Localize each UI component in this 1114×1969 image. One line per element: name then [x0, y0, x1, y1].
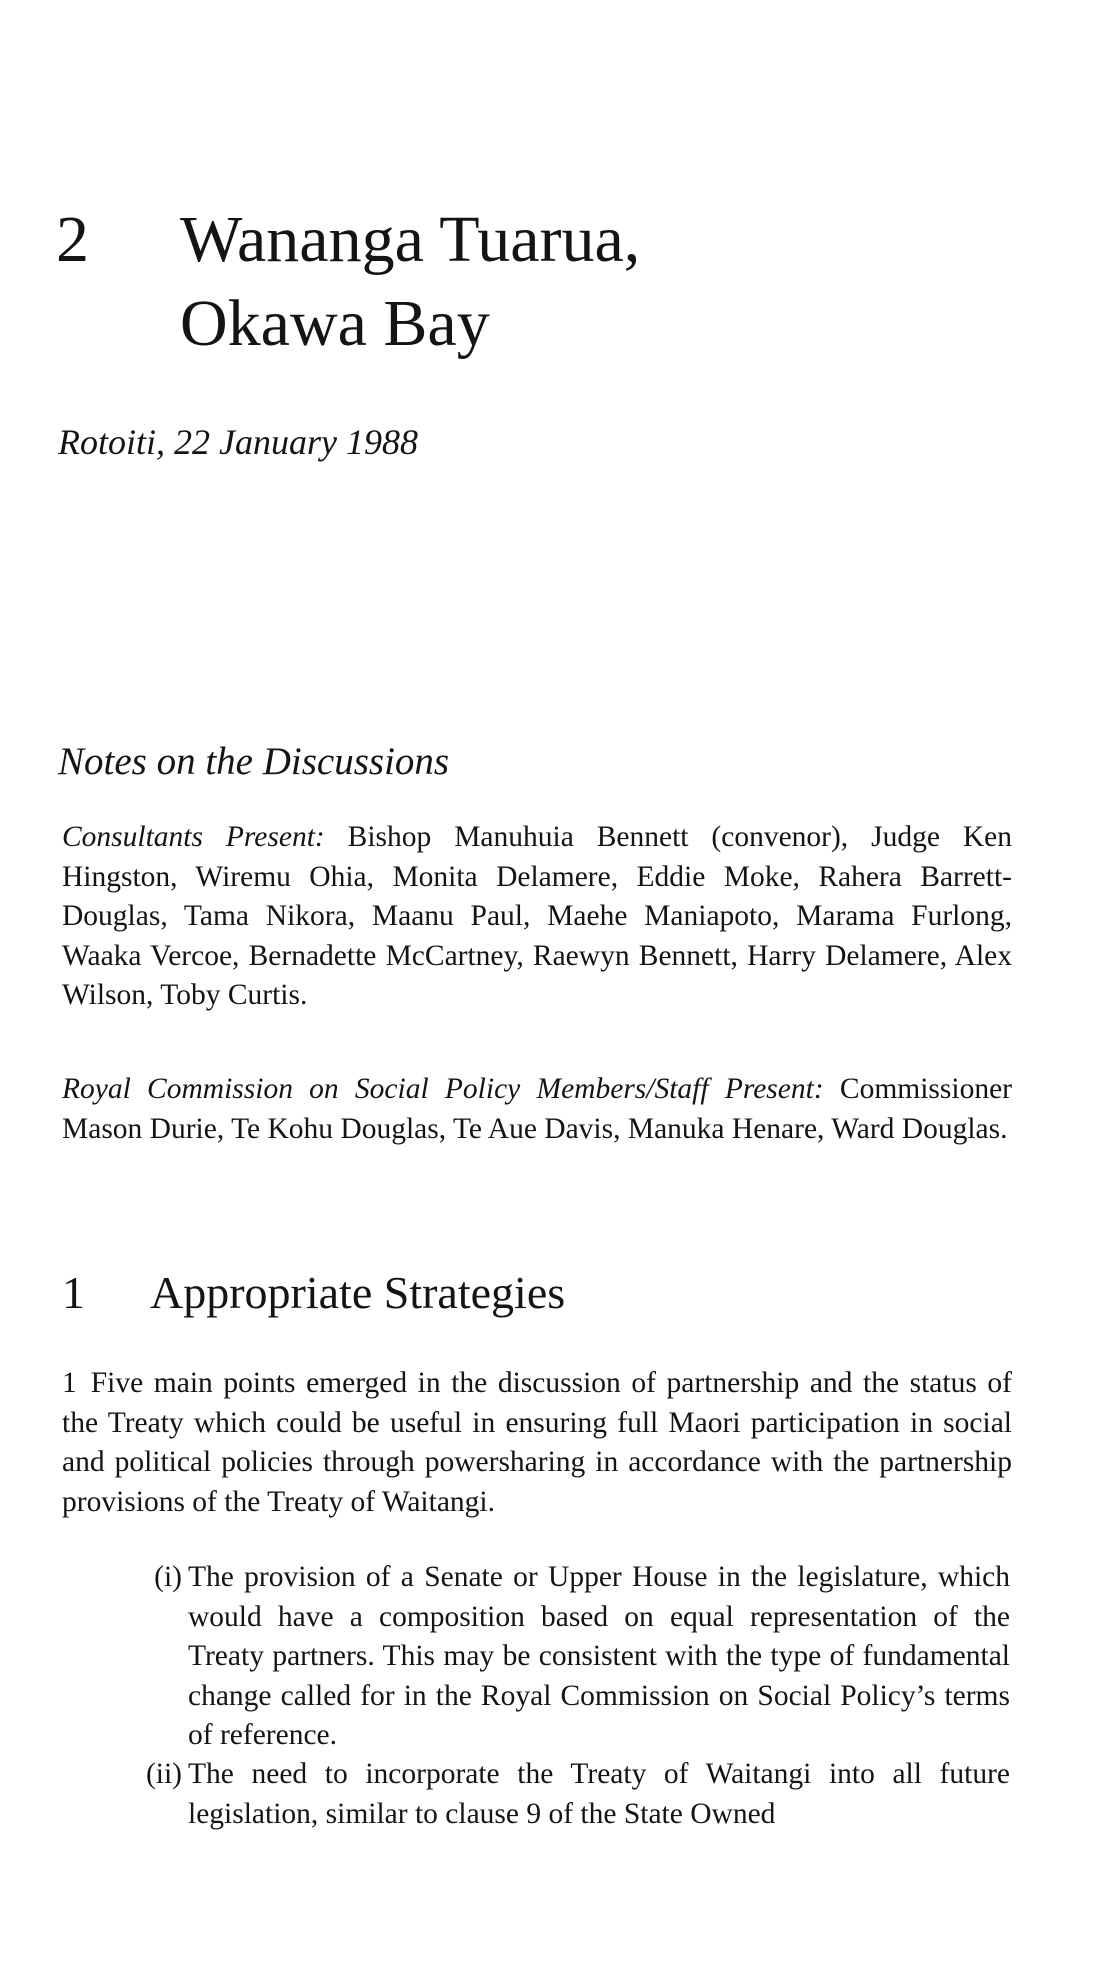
list-item [130, 1755, 1010, 1834]
consultants-text: Bishop Manuhuia Bennett (convenor), Judge Ken Hingston, Wiremu Ohia, Monita Delamere, Eddie Moke, Rahera Barrett-Douglas, Tama Nikora, Maanu Paul, Maehe Maniapoto, Marama Furlong, Waaka Vercoe, Bernadette McCartney, Raewyn Bennett, Harry Delamere, Alex Wilson, Toby Curtis. [62, 821, 1012, 1011]
paragraph-number: 1 [62, 1367, 77, 1399]
list-item [130, 1558, 1010, 1756]
section-title: Appropriate Strategies [150, 1267, 566, 1318]
chapter-title-line-2: Okawa Bay [180, 287, 490, 360]
consultants-paragraph [62, 818, 1012, 1016]
rcsp-label: Royal Commission on Social Policy Members/Staff Present: [62, 1073, 824, 1105]
list-item-text: The provision of a Senate or Upper House in the legislature, which would have a composition based on equal representation of the Treaty partners. This may be consistent with the type of fundamental change called for in the Royal Commission on Social Policy’s terms of reference. [188, 1561, 1010, 1751]
notes-heading: Notes on the Discussions [58, 740, 450, 783]
rcsp-text: Commissioner Mason Durie, Te Kohu Douglas, Te Aue Davis, Manuka Henare, Ward Douglas. [62, 1073, 1012, 1145]
chapter-title-line-1: Wananga Tuarua, [180, 203, 641, 276]
list-item-marker: (ii) [145, 1758, 182, 1790]
section-number: 1 [62, 1267, 85, 1318]
list-item-marker: (i) [154, 1561, 182, 1593]
intro-paragraph [62, 1364, 1012, 1522]
place-date: Rotoiti, 22 January 1988 [58, 422, 418, 462]
rcsp-paragraph [62, 1070, 1012, 1149]
consultants-label: Consultants Present: [62, 821, 325, 853]
chapter-title [180, 198, 940, 366]
intro-paragraph-text: Five main points emerged in the discussion of partnership and the status of the Treaty which could be useful in ensuring full Maori participation in social and political policies through powersharing in accordance with the partnership provisions of the Treaty of Waitangi. [62, 1367, 1012, 1518]
chapter-number: 2 [56, 203, 89, 276]
list-item-text: The need to incorporate the Treaty of Waitangi into all future legislation, similar to clause 9 of the State Owned [188, 1758, 1010, 1830]
